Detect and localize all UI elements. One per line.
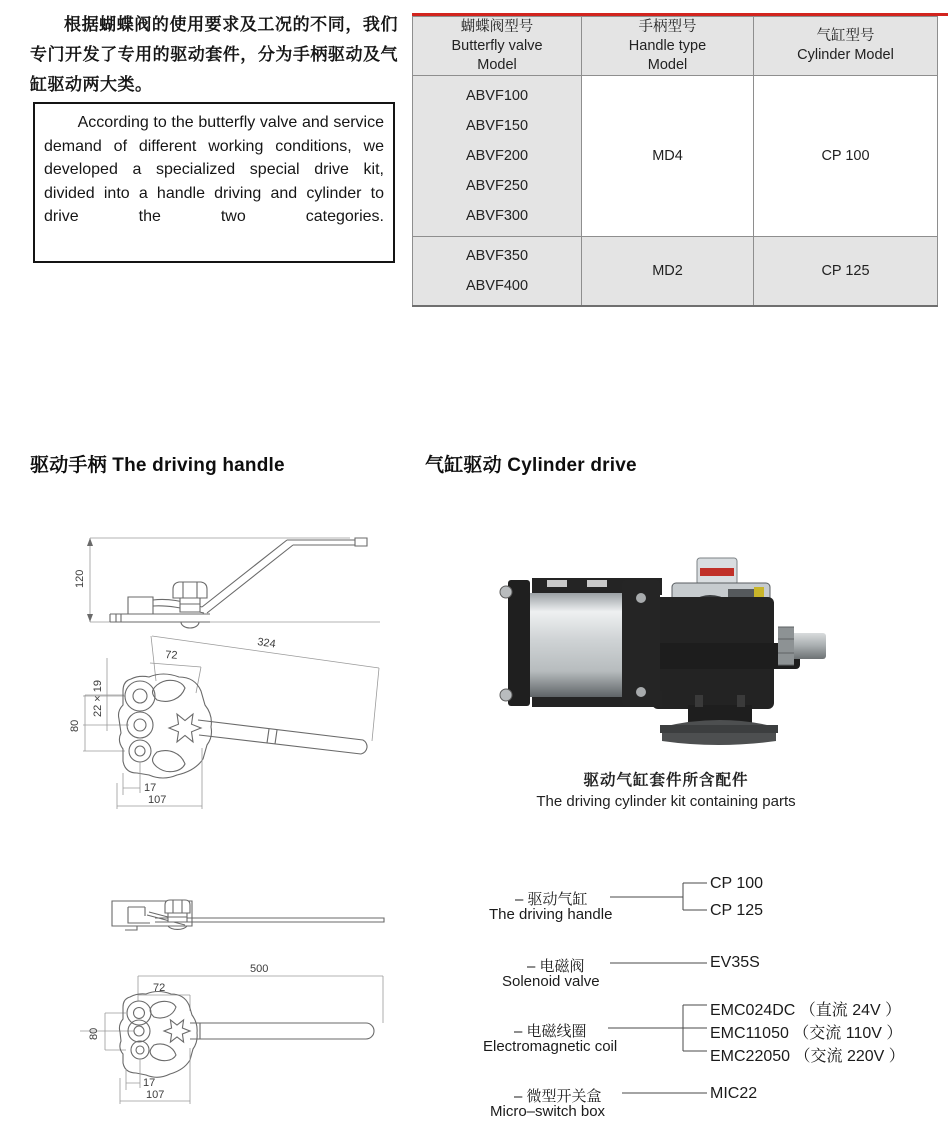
header-line: 蝴蝶阀型号 (460, 18, 534, 35)
dim-label-500: 500 (250, 963, 269, 975)
dim-label-324: 324 (256, 636, 277, 651)
handle-side-view-drawing (50, 515, 400, 650)
dim-label-107: 107 (148, 794, 167, 806)
handle-model-group1: MD4 (582, 76, 754, 237)
part-model-emc024dc: EMC024DC （直流 24V ） (710, 1002, 902, 1019)
dim-label-80b: 80 (88, 1027, 100, 1040)
handle-model-group2: MD2 (582, 237, 754, 306)
cylinder-drive-photo (492, 545, 837, 745)
valve-model: ABVF250 (465, 178, 529, 194)
dim-label-17b: 17 (143, 1077, 156, 1089)
section-heading-driving-handle: 驱动手柄 The driving handle (30, 455, 285, 476)
part-label-solenoid-valve-cn: – 电磁阀 (527, 958, 585, 975)
dim-label-17: 17 (144, 782, 157, 794)
header-line: 气缸型号 (816, 28, 875, 44)
col-header-butterfly-valve (413, 17, 582, 76)
part-label-driving-cylinder-en: The driving handle (489, 906, 613, 923)
part-model-cp125: CP 125 (710, 902, 764, 919)
valve-models-group2 (413, 237, 582, 306)
cylinder-model-group2: CP 125 (754, 237, 938, 306)
valve-model: ABVF350 (465, 247, 529, 264)
part-model-emc22050: EMC22050 （交流 220V ） (710, 1048, 905, 1065)
dim-label-120: 120 (74, 569, 86, 588)
header-line: Cylinder Model (797, 47, 894, 63)
handle-straight-drawing (50, 883, 400, 1118)
part-model-mic22: MIC22 (710, 1085, 758, 1102)
photo-caption-cn: 驱动气缸套件所含配件 (583, 772, 749, 789)
valve-model: ABVF400 (465, 277, 529, 294)
intro-paragraph-en: According to the butterfly valve and service demand of different working conditions, we developed a specialized special drive kit, divided into a handle driving and cylinder to drive the two categories. (33, 102, 395, 263)
valve-model: ABVF300 (465, 208, 529, 224)
section-heading-cylinder-drive: 气缸驱动 Cylinder drive (425, 455, 637, 476)
cylinder-model-group1: CP 100 (754, 76, 938, 237)
header-line: 手柄型号 (638, 18, 697, 35)
header-line: Model (477, 56, 517, 73)
col-header-cylinder-model (754, 17, 938, 76)
part-label-micro-switch-box-cn: – 微型开关盒 (514, 1088, 602, 1105)
header-line: Model (647, 56, 688, 73)
valve-models-group1 (413, 76, 582, 237)
part-label-electromagnetic-coil-cn: – 电磁线圈 (514, 1023, 587, 1040)
valve-model: ABVF200 (465, 148, 529, 164)
part-label-solenoid-valve-en: Solenoid valve (502, 973, 600, 990)
dim-label-72: 72 (164, 649, 178, 662)
dim-label-107b: 107 (146, 1089, 165, 1101)
intro-paragraph-cn: 根据蝴蝶阀的使用要求及工况的不同，我们专门开发了专用的驱动套件，分为手柄驱动及气缸驱动两大类。 (30, 15, 398, 94)
valve-model: ABVF100 (465, 88, 529, 104)
valve-model: ABVF150 (465, 118, 529, 134)
dim-label-72b: 72 (153, 982, 166, 994)
header-line: Butterfly valve (451, 37, 543, 54)
part-model-emc11050: EMC11050 （交流 110V ） (710, 1025, 903, 1042)
photo-caption (480, 768, 852, 810)
part-model-ev35s: EV35S (710, 954, 760, 971)
dim-label-80: 80 (69, 719, 81, 732)
photo-caption-en: The driving cylinder kit containing parts (536, 793, 796, 810)
header-line: Handle type (628, 37, 707, 54)
col-header-handle-type (582, 17, 754, 76)
handle-plan-view-drawing (45, 633, 400, 823)
dim-label-22x19: 22 × 19 (92, 679, 104, 717)
part-model-cp100: CP 100 (710, 875, 764, 892)
part-label-micro-switch-box-en: Micro–switch box (490, 1103, 606, 1120)
part-label-electromagnetic-coil-en: Electromagnetic coil (483, 1038, 618, 1055)
models-table (412, 16, 938, 307)
part-label-driving-cylinder-cn: – 驱动气缸 (515, 891, 588, 908)
